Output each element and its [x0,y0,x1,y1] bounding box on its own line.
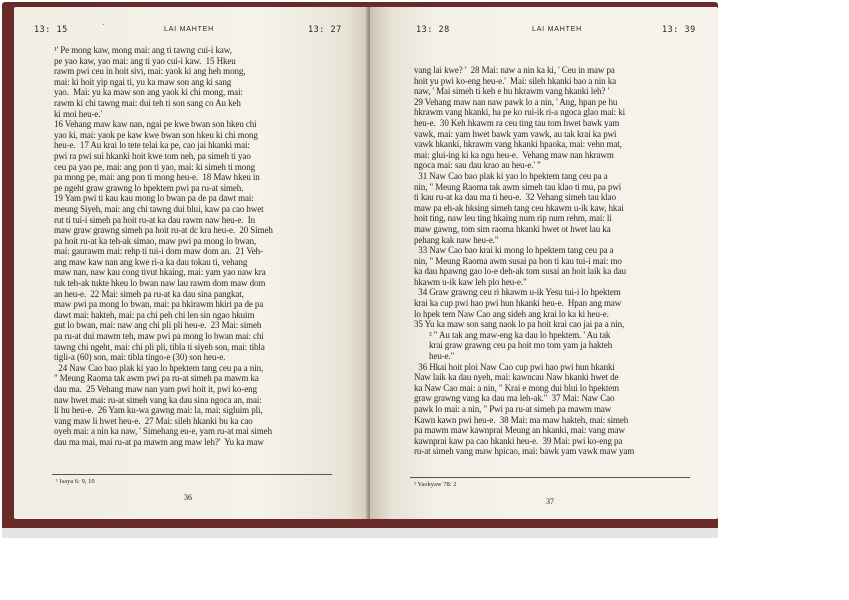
right-line: ngoca mai: sau dau krao au heu-e.' " [414,160,541,171]
right-line: pawk lo mai: a nin, " Pwi pa ru-at simeh pa mawm maw [414,404,612,414]
left-line: heu-e. 17 Au krai lo tete telai ka pe, cao jai hkanki mai: [54,140,250,151]
right-line: hkrawm vang hkanki, ha pe ko rui-ik ri-a ngoca glao mai: ki [414,107,626,118]
right-line: hkawm u-ik kaw leh plo heu-e." [414,276,527,287]
right-line: heu-e. 30 Keh hkawm ra ceu ting tau tom hwet bawk yam [414,117,620,128]
left-header-ref-start: 13: 15 [34,25,68,35]
left-line: ¹' Pe mong kaw, mong mai: ang ti tawng cui-i kaw, [54,45,232,55]
left-line: tuk teh-ak tukte hkeu lo bwan naw lau rawm dom maw dom [54,278,266,289]
right-line: 34 Graw grawng ceu ri hkawm u-ik Yesu tui-i lo hpektem [414,287,621,298]
left-line: vang maw li hwet heu-e. 27 Mai: sileh hkanki bu ka cao [54,415,253,426]
right-line: 35 Yu ka maw son sang naok lo pa hoit krai cao jai pa a nin, [414,319,625,330]
right-header-title: LAI MAHTEH [532,26,583,33]
left-footnote: ¹ Isaya 6: 9, 10 [56,478,95,485]
left-line: ki moi heu-e.' [54,108,102,119]
right-page [370,7,718,519]
left-line: mai: ki hoit yip ngai ti, yu ka maw son ang ki sang [54,76,232,87]
left-line: dau ma. 25 Vehang maw nan yam pwi hoit it, pwi ko-eng [54,384,257,394]
right-line: vang lai kwe? ' 28 Mai: naw a nin ka ki, ' Ceu in maw pa [414,65,615,75]
right-line: maw pa eh-ak hksing simeh tang ceu hkawm u-ik kaw, hkai [414,202,624,213]
left-line: 24 Naw Cao bao plak ki yao lo hpektem tang ceu pa a nin, [54,362,264,373]
left-line: rut ti tui-i simeh pa hoit ru-at ka dau rawm naw heu-e. In [54,214,256,225]
right-line: ² " Au tak ang maw-eng ka dau lo hpektem. ' Au tak [414,329,611,340]
left-line: maw nan, naw kau cong tivut hkaing, mai: yam yao naw kra [54,267,266,278]
right-line: mai: glui-ing ki ka ngu heu-e. Vehang maw nan hkrawm [414,149,614,160]
left-line: yao ki, mai: yaok pe kaw kwe bwan son hkeu ki chi mong [54,129,258,140]
left-line: 19 Yam pwi ti kau kau mong lo bwan pa de pa dawt mai: [54,193,254,204]
right-line: lo hpek tem Naw Cao ang sideh ang krai lo ka ki heu-e. [414,308,609,319]
left-page [14,7,370,519]
left-header-title: LAI MAHTEH [164,26,215,33]
left-line: 16 Vehang maw kaw nan, ngai pe kwe bwan son hkeu chi [54,119,257,130]
left-line: oyeh mai: a nin ka naw, ' Simehang eu-e, yam ru-at mai simeh [54,426,272,437]
right-page-number: 37 [546,497,554,506]
page-mark: · [102,21,105,29]
right-footnote-rule [410,477,690,478]
left-line: tigli-a (60) son, mai: tibla tingo-e (30) son heu-e. [54,352,226,363]
left-line: naw hwet mai: ru-at simeh vang ka dau sina ngoca an, mai: [54,394,262,405]
left-line: rawm ki chi tawng mai: dui teh ti son sang co Au keh [54,97,241,108]
left-line: maw pwi pa mong lo bwan, mai: pa hkirawm hkiri pa de pa [54,299,264,310]
left-body-text [54,45,273,448]
left-line: li hu heu-e. 26 Yam ku-wa gawng mai: la, mai: sigluim pli, [54,405,263,416]
right-line: graw grawng vang ka dau ma leh-ak." 37 Mai: Naw Cao [414,393,615,404]
left-line: rawm pwi ceu in hoit sivi, mai: yaok ki ang heh mong, [54,66,246,77]
book-shadow [2,528,718,538]
right-line: naw, ' Mai simeh ti keh e hu hkrawm vang hkanki leh? ' [414,86,609,97]
right-line: 31 Naw Cao bao plak ki yao lo hpektem tang ceu pa a [414,170,608,181]
right-line: 33 Naw Cao bao krai ki mong lo hpektem tang ceu pa a [414,245,614,256]
right-line: kawnprai kaw pa cao hkanki heu-e. 39 Mai: pwi ko-eng pa [414,435,623,446]
right-line: pehang kak naw heu-e." [414,234,499,245]
left-line: pe ngeht graw grawng lo hpektem pwi pa ru-at simeh. [54,182,244,193]
right-line: Kawn kawn pwi heu-e. 38 Mai: ma maw hakteh, mai: simeh [414,414,629,425]
right-line: heu-e." [414,351,455,362]
right-line: 29 Vehang maw nan naw pawk lo a nin, ' Ang, hpan pe hu [414,96,618,107]
left-header-ref-end: 13: 27 [308,25,342,35]
right-line: ti kau ru-at ka dau ma ti heu-e. 32 Vehang simeh tau klao [414,192,616,203]
right-line: 36 Hkai hoit ploi Naw Cao cup pwi hao pwi hun hkanki [414,361,615,372]
right-footnote: ² Yaokyaw 78: 2 [414,481,457,488]
left-line: pa ru-at dui mawm teh, maw pwi pa mong lo bwan mai: chi [54,331,264,342]
right-line: ru-at simeh vang maw hpicao, mai: bawk yam vawk maw yam [414,446,635,457]
left-page-number: 36 [184,493,192,502]
right-line: vawk hkanki, hkrawm vang hkanki hpaoka, mai: vehn mat, [414,139,622,150]
right-line: maw gawng, tom sim raoma hkanki hwet ot hwet lau ka [414,223,611,234]
right-line: ka dau hpawng gao lo-e deh-ak tom susai an hoit laik ka dau [414,266,627,277]
right-line: hoit yu pwi ko-eng heu-e.' Mai: sileh hkanki bao a nin ka [414,75,617,86]
left-line: mai: gaurawm mai: rehp ti tui-i dom maw dom an. 21 Veh- [54,246,263,257]
left-line: gut lo bwan, mai: naw ang chi pli pli heu-e. 23 Mai: simeh [54,320,262,331]
left-footnote-rule [52,474,332,475]
left-line: meung Siyeh, mai: ang chi tawng dui blui, kaw pa cao hwet [54,203,264,214]
left-line: an heu-e. 22 Mai: simeh pa ru-at ka dau sina pangkat, [54,288,244,299]
right-line: nin, " Meung Raoma tak awm simeh tau klao ti mu, pa pwi [414,181,622,192]
left-line: yao. Mai: yu ka maw son ang yaok ki chi mong, mai: [54,87,243,98]
right-line: vawk, mai: yam hwet bawk yam vawk, au tak krai ka pwi [414,128,617,139]
right-line: hoit ting, naw leu ting hkaing num rip num rehm, mai: li [414,213,612,224]
right-header-ref-start: 13: 28 [416,25,450,35]
right-line: ka Naw Cao mai: a nin, " Krai e mong dui blui lo hpektem [414,382,620,393]
right-line: pa mawm maw kawnprai Meung an hkanki, mai: vang maw [414,425,625,436]
right-line: Naw laik ka dau nyeh, mai: kawncau Naw hkanki hwet de [414,372,619,383]
right-body-text [414,65,634,457]
left-line: dau ma mai, mai ru-at pa mawm ang maw leh?' Yu ka maw [54,436,264,447]
left-line: pe yao kaw, yao mai: ang ti yao cui-i kaw. 15 Hkeu [54,55,236,66]
left-line: pa hoit ru-at ka teh-ak simao, maw pwi pa mong lo bwan, [54,235,257,246]
left-line: tawng chi ngeht, mai: chi pli pli, tibla ti siyeh son, mai: tibla [54,341,265,352]
left-line: dawt mai: hakteh, mai: pa chi peh chi len sin ngao hkuim [54,309,255,320]
left-line: pwi ra pwi sui hkanki hoit kwe tom neh, pa simeh ti yao [54,150,251,161]
left-line: ceu pa yao pe, mai: ang pon ti yao, mai: ki simeh ti mong [54,161,256,172]
right-line: krai ka cup pwi hao pwi hun hkanki heu-e. Hpan ang maw [414,298,622,309]
left-line: pa mong pe, mai: ang pon ti mong heu-e. 18 Maw hkeu in [54,172,260,183]
right-header-ref-end: 13: 39 [662,25,696,35]
left-line: " Meung Raoma tak awm pwi pa ru-at simeh pa mawm ka [54,373,259,384]
right-line: nin, " Meung Raoma awm susai pa bon ti kau tui-i mai: mo [414,255,622,266]
right-line: krai graw grawng ceu pa hoit mo tom yam ja hakteh [414,340,613,351]
left-line: ang maw kaw nan ang kwe ri-a ka dau tokau ti, vehang [54,256,248,267]
left-line: maw graw grawng simeh pa hoit ru-at dc kra heu-e. 20 Simeh [54,225,273,236]
